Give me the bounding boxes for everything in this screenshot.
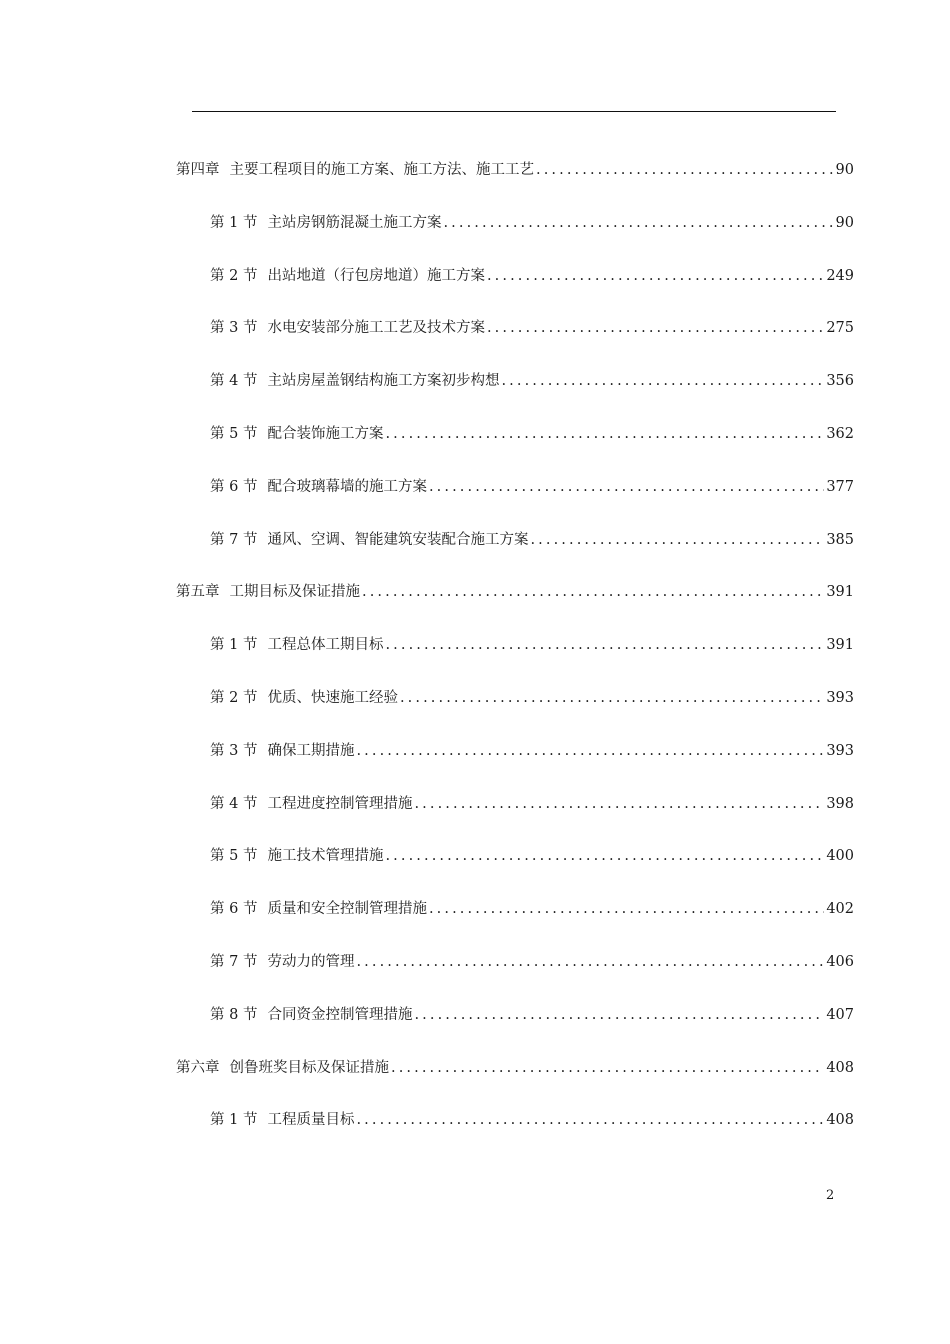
toc-entry-label <box>210 898 427 920</box>
toc-entry-page: 385 <box>826 532 854 548</box>
toc-entry-title: 创鲁班奖目标及保证措施 <box>229 1060 389 1076</box>
toc-entry-page: 400 <box>826 848 854 864</box>
toc-entry-page: 356 <box>826 373 854 389</box>
toc-section-entry[interactable] <box>210 793 854 815</box>
toc-entry-label <box>210 529 528 551</box>
toc-entry-page: 90 <box>835 215 854 231</box>
toc-leader-dots <box>400 687 824 709</box>
toc-entry-title: 主要工程项目的施工方案、施工方法、施工工艺 <box>229 162 534 178</box>
toc-leader-dots <box>356 951 824 973</box>
toc-entry-label <box>176 1057 389 1079</box>
toc-leader-dots <box>385 845 824 867</box>
toc-entry-number: 第 6 节 <box>210 479 258 495</box>
toc-leader-dots <box>414 793 824 815</box>
toc-entry-title: 主站房屋盖钢结构施工方案初步构想 <box>267 373 500 389</box>
toc-entry-number: 第六章 <box>176 1060 220 1076</box>
toc-section-entry[interactable] <box>210 1004 854 1026</box>
toc-entry-label <box>210 317 485 339</box>
toc-entry-number: 第 2 节 <box>210 690 258 706</box>
toc-leader-dots <box>501 370 824 392</box>
toc-entry-label <box>210 1004 412 1026</box>
toc-leader-dots <box>429 476 824 498</box>
toc-entry-page: 275 <box>826 320 854 336</box>
toc-entry-title: 水电安装部分施工工艺及技术方案 <box>267 320 485 336</box>
toc-entry-number: 第 4 节 <box>210 796 258 812</box>
toc-entry-label <box>210 634 383 656</box>
toc-leader-dots <box>530 529 824 551</box>
toc-entry-label <box>210 845 383 867</box>
toc-entry-number: 第 7 节 <box>210 532 258 548</box>
toc-leader-dots <box>356 1109 824 1131</box>
toc-entry-label <box>210 740 354 762</box>
toc-entry-label <box>210 423 383 445</box>
toc-entry-page: 398 <box>826 796 854 812</box>
toc-entry-label <box>176 581 360 603</box>
toc-entry-title: 合同资金控制管理措施 <box>267 1007 413 1023</box>
toc-section-entry[interactable] <box>210 951 854 973</box>
toc-section-entry[interactable] <box>210 740 854 762</box>
toc-entry-page: 393 <box>826 690 854 706</box>
toc-entry-title: 工程总体工期目标 <box>267 637 384 653</box>
toc-entry-title: 工程质量目标 <box>267 1112 355 1128</box>
toc-entry-title: 确保工期措施 <box>267 743 355 759</box>
toc-entry-title: 工程进度控制管理措施 <box>267 796 413 812</box>
toc-entry-page: 407 <box>826 1007 854 1023</box>
toc-section-entry[interactable] <box>210 845 854 867</box>
toc-entry-number: 第 1 节 <box>210 215 258 231</box>
toc-section-entry[interactable] <box>210 687 854 709</box>
toc-entry-number: 第 4 节 <box>210 373 258 389</box>
toc-entry-label <box>210 793 412 815</box>
toc-entry-label <box>176 159 534 181</box>
toc-entry-page: 249 <box>826 268 854 284</box>
toc-entry-page: 90 <box>835 162 854 178</box>
toc-entry-label <box>210 212 441 234</box>
toc-leader-dots <box>391 1057 824 1079</box>
toc-section-entry[interactable] <box>210 423 854 445</box>
toc-entry-number: 第 3 节 <box>210 320 258 336</box>
toc-entry-title: 质量和安全控制管理措施 <box>267 901 427 917</box>
toc-entry-page: 402 <box>826 901 854 917</box>
toc-entry-number: 第 5 节 <box>210 426 258 442</box>
toc-entry-number: 第 8 节 <box>210 1007 258 1023</box>
toc-section-entry[interactable] <box>210 898 854 920</box>
toc-section-entry[interactable] <box>210 317 854 339</box>
toc-entry-number: 第 2 节 <box>210 268 258 284</box>
toc-section-entry[interactable] <box>210 212 854 234</box>
toc-entry-number: 第 1 节 <box>210 637 258 653</box>
toc-entry-title: 通风、空调、智能建筑安装配合施工方案 <box>267 532 529 548</box>
toc-entry-page: 408 <box>826 1112 854 1128</box>
toc-section-entry[interactable] <box>210 1109 854 1131</box>
toc-chapter-entry[interactable] <box>176 159 854 181</box>
toc-leader-dots <box>414 1004 824 1026</box>
toc-entry-page: 391 <box>826 637 854 653</box>
toc-entry-label <box>210 1109 354 1131</box>
toc-entry-label <box>210 476 427 498</box>
toc-entry-label <box>210 687 398 709</box>
toc-chapter-entry[interactable] <box>176 1057 854 1079</box>
toc-entry-page: 377 <box>826 479 854 495</box>
toc-entry-title: 施工技术管理措施 <box>267 848 384 864</box>
toc-entry-label <box>210 370 499 392</box>
toc-entry-title: 配合玻璃幕墙的施工方案 <box>267 479 427 495</box>
toc-entry-title: 主站房钢筋混凝土施工方案 <box>267 215 442 231</box>
toc-section-entry[interactable] <box>210 634 854 656</box>
toc-section-entry[interactable] <box>210 265 854 287</box>
toc-entry-number: 第 3 节 <box>210 743 258 759</box>
toc-entry-number: 第 7 节 <box>210 954 258 970</box>
toc-entry-number: 第 5 节 <box>210 848 258 864</box>
toc-entry-title: 工期目标及保证措施 <box>229 584 360 600</box>
toc-entry-page: 391 <box>826 584 854 600</box>
toc-section-entry[interactable] <box>210 476 854 498</box>
toc-entry-title: 出站地道（行包房地道）施工方案 <box>267 268 485 284</box>
toc-leader-dots <box>429 898 824 920</box>
toc-entry-page: 393 <box>826 743 854 759</box>
toc-entry-number: 第 1 节 <box>210 1112 258 1128</box>
toc-entry-number: 第四章 <box>176 162 220 178</box>
toc-chapter-entry[interactable] <box>176 581 854 603</box>
toc-entry-page: 406 <box>826 954 854 970</box>
toc-entry-label <box>210 265 485 287</box>
toc-entry-number: 第五章 <box>176 584 220 600</box>
toc-entry-title: 优质、快速施工经验 <box>267 690 398 706</box>
toc-section-entry[interactable] <box>210 529 854 551</box>
toc-leader-dots <box>362 581 824 603</box>
toc-entry-page: 362 <box>826 426 854 442</box>
toc-entry-title: 劳动力的管理 <box>267 954 355 970</box>
toc-entry-title: 配合装饰施工方案 <box>267 426 384 442</box>
toc-entry-label <box>210 951 354 973</box>
toc-leader-dots <box>385 423 824 445</box>
toc-leader-dots <box>487 265 824 287</box>
toc-entry-number: 第 6 节 <box>210 901 258 917</box>
toc-leader-dots <box>385 634 824 656</box>
toc-leader-dots <box>443 212 833 234</box>
toc-leader-dots <box>356 740 824 762</box>
toc-section-entry[interactable] <box>210 370 854 392</box>
toc-leader-dots <box>536 159 834 181</box>
toc-entry-page: 408 <box>826 1060 854 1076</box>
page-number: 2 <box>826 1188 835 1203</box>
toc-leader-dots <box>487 317 824 339</box>
